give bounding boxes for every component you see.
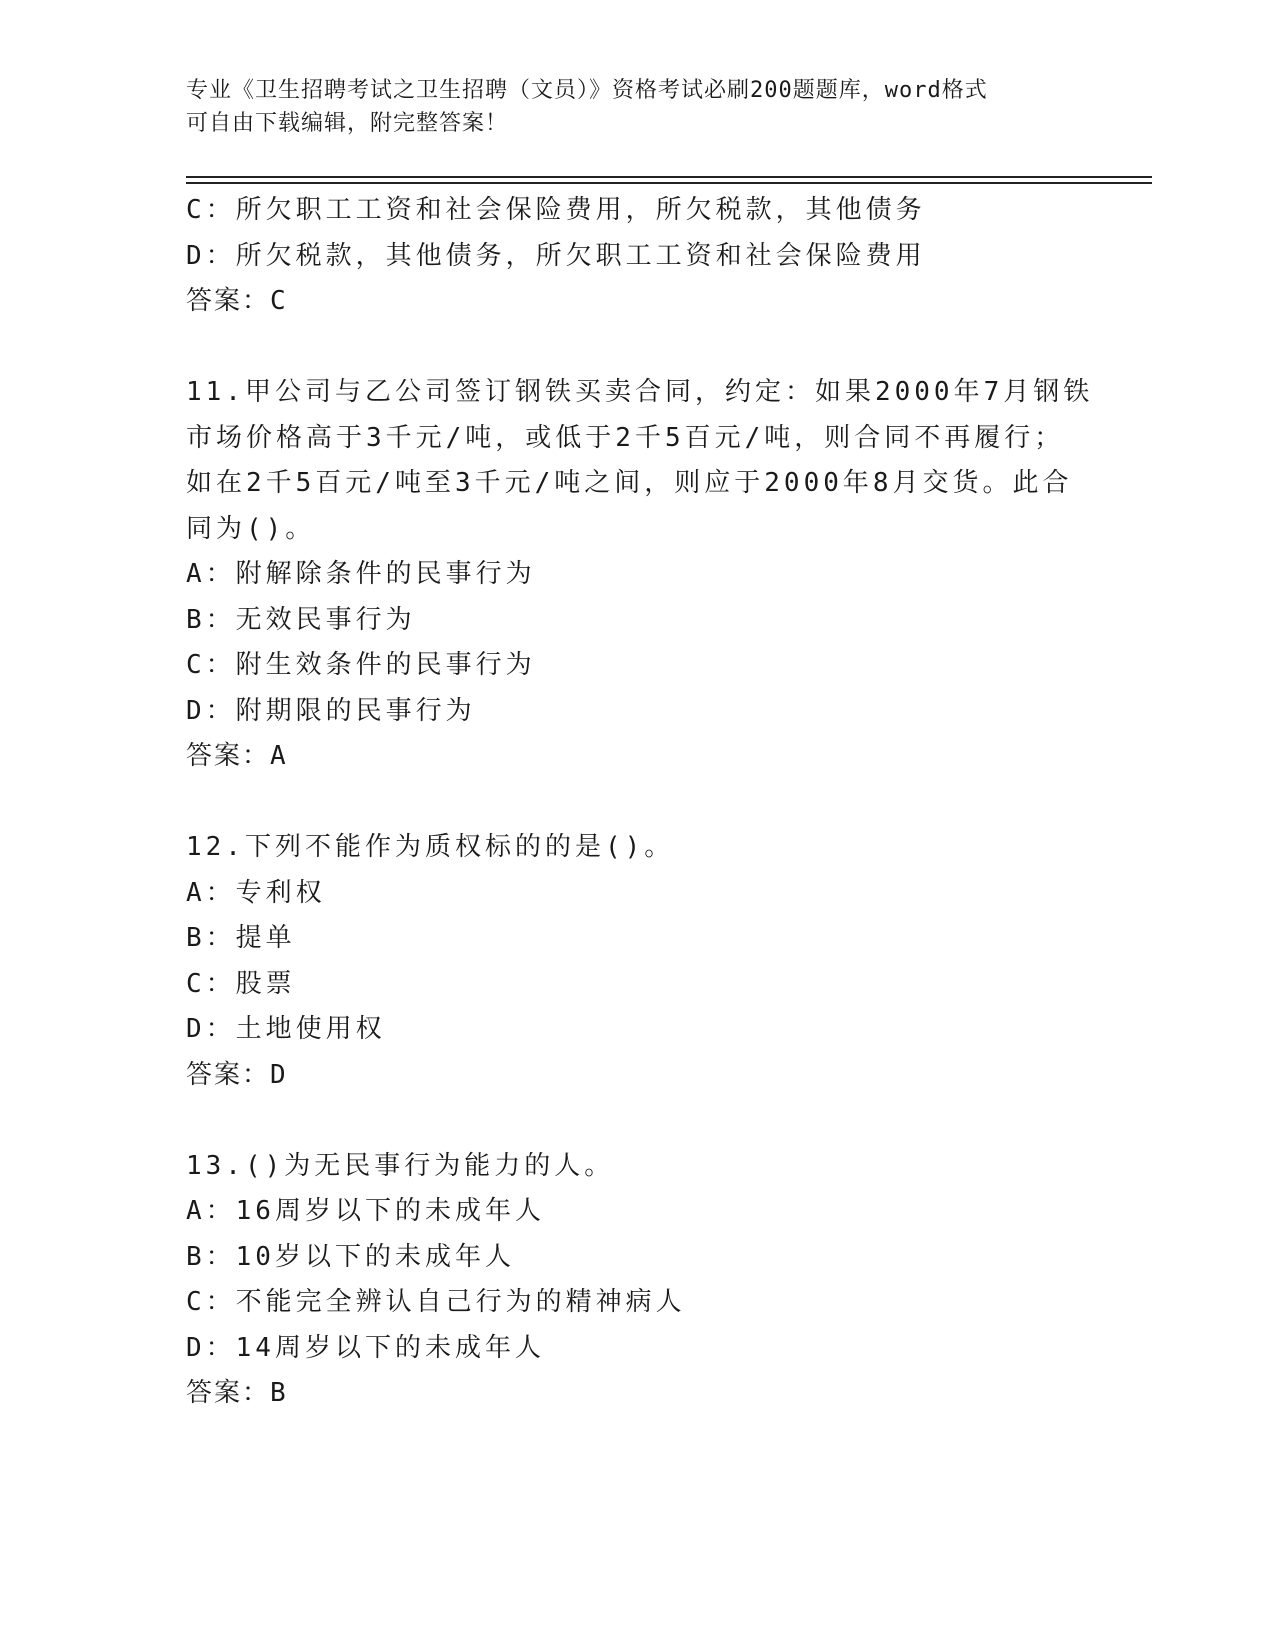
question-13 (186, 1144, 1086, 1417)
option-a: A：16周岁以下的未成年人 (186, 1196, 545, 1226)
question-stem-line: 市场价格高于3千元/吨，或低于2千5百元/吨，则合同不再履行； (186, 422, 1065, 453)
answer-line: 答案：A (186, 741, 288, 771)
question-11 (186, 370, 1094, 780)
question-list (186, 188, 1094, 1417)
question-12 (186, 825, 1086, 1098)
page-header (186, 74, 1066, 140)
header-title-line-1: 专业《卫生招聘考试之卫生招聘（文员）》资格考试必刷200题题库，word格式 (186, 78, 988, 103)
header-divider-top (186, 176, 1152, 178)
option-b: B：无效民事行为 (186, 604, 416, 635)
question-gap (186, 325, 1086, 371)
header-title-line-2: 可自由下载编辑，附完整答案！ (186, 111, 509, 136)
option-c: C：股票 (186, 968, 296, 999)
answer-line: 答案：D (186, 1059, 288, 1090)
header-divider-bottom (186, 182, 1152, 184)
question-stem-line: 如在2千5百元/吨至3千元/吨之间，则应于2000年8月交货。此合 (186, 468, 1073, 498)
question-stem-line: 11.甲公司与乙公司签订钢铁买卖合同，约定：如果2000年7月钢铁 (186, 377, 1094, 407)
option-d: D：所欠税款，其他债务，所欠职工工资和社会保险费用 (186, 240, 926, 271)
question-stem-line: 同为()。 (186, 513, 316, 544)
option-c: C：附生效条件的民事行为 (186, 650, 536, 680)
option-a: A：附解除条件的民事行为 (186, 559, 536, 589)
question-10-continued (186, 188, 1086, 325)
answer-line: 答案：B (186, 1378, 288, 1408)
option-b: B：10岁以下的未成年人 (186, 1241, 515, 1272)
option-d: D：附期限的民事行为 (186, 695, 476, 726)
option-c: C：所欠职工工资和社会保险费用，所欠税款，其他债务 (186, 195, 926, 225)
option-b: B：提单 (186, 923, 296, 953)
option-c: C：不能完全辨认自己行为的精神病人 (186, 1287, 686, 1317)
option-d: D：土地使用权 (186, 1014, 386, 1044)
question-gap (186, 1098, 1086, 1144)
question-stem-line: 13.()为无民事行为能力的人。 (186, 1150, 615, 1181)
question-stem-line: 12.下列不能作为质权标的的是()。 (186, 832, 675, 862)
option-d: D：14周岁以下的未成年人 (186, 1332, 545, 1363)
question-gap (186, 780, 1086, 826)
option-a: A：专利权 (186, 877, 326, 908)
answer-line: 答案：C (186, 286, 288, 316)
